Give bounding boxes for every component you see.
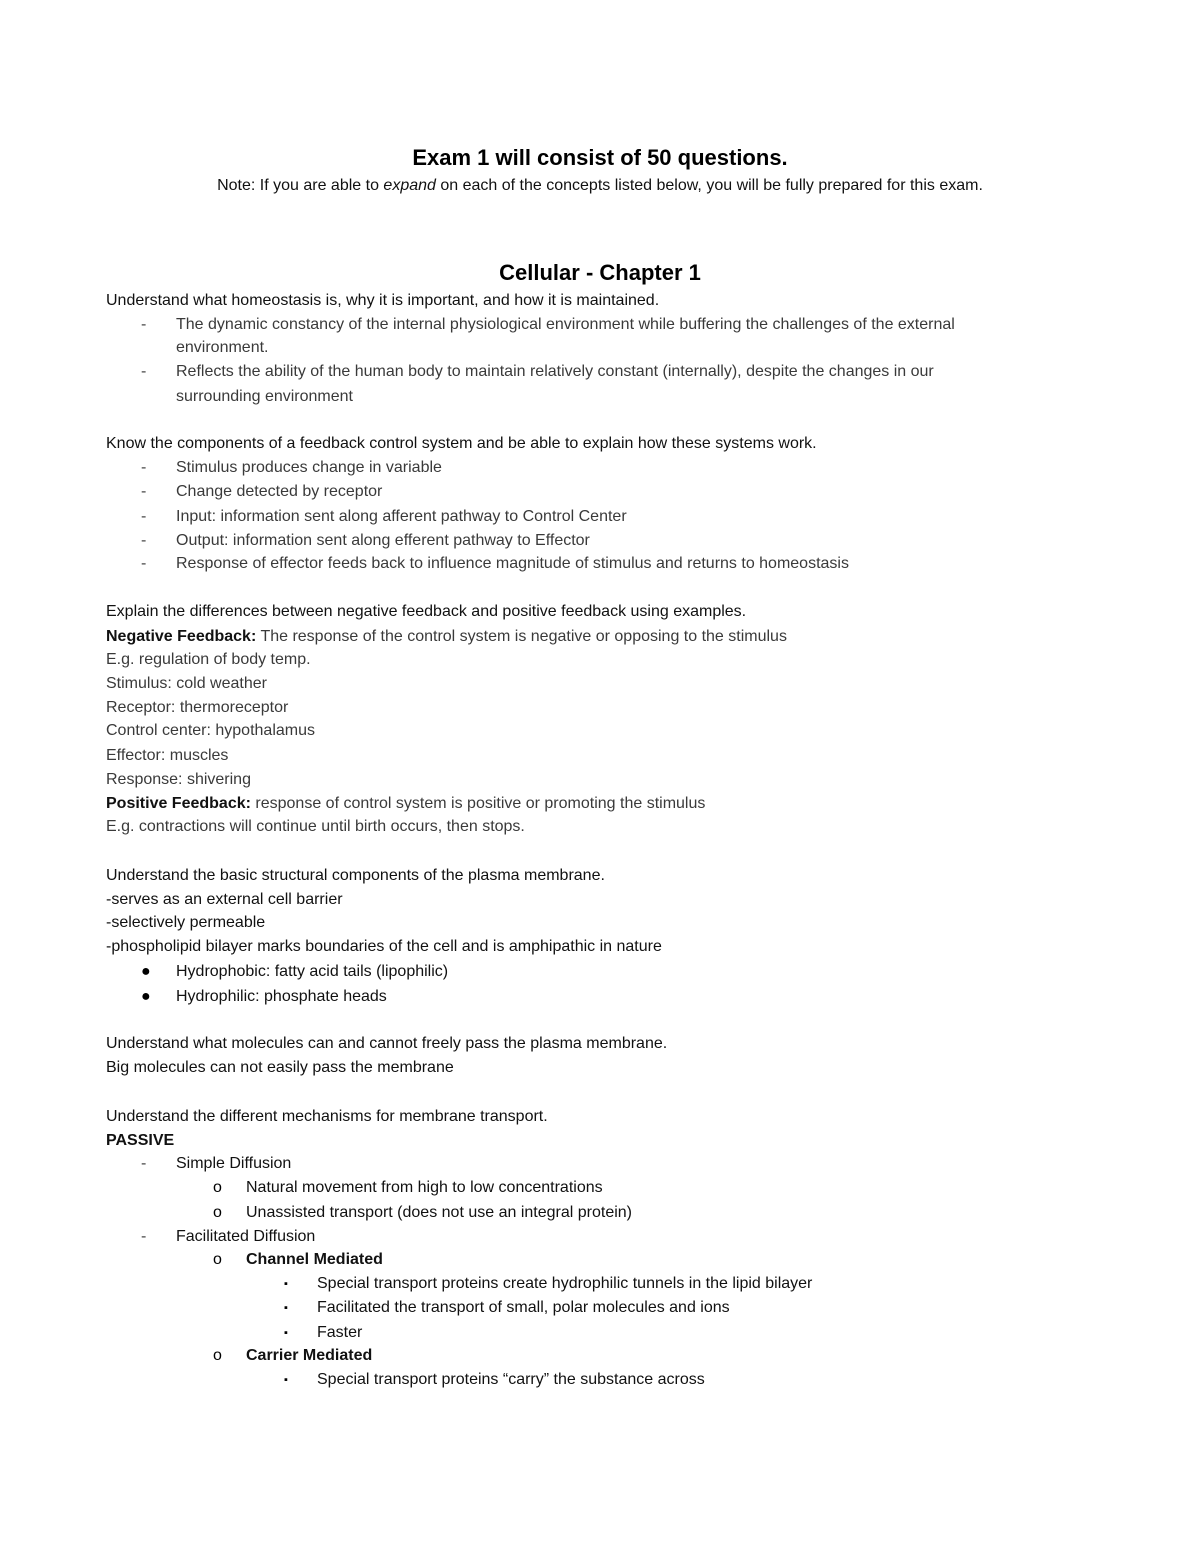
feedback-point: Change detected by receptor	[176, 483, 383, 500]
membrane-line: -selectively permeable	[106, 914, 266, 931]
dash-marker: -	[141, 1155, 147, 1172]
homeostasis-point-1a: The dynamic constancy of the internal physiological environment while buffering the challenges of the external	[176, 316, 955, 333]
bullet-marker: ●	[141, 963, 151, 980]
square-bullet-marker: ▪	[284, 1278, 288, 1290]
carrier-point: Special transport proteins “carry” the substance across	[317, 1371, 705, 1388]
feedback-point: Input: information sent along afferent pathway to Control Center	[176, 508, 627, 525]
feedback-point: Stimulus produces change in variable	[176, 459, 442, 476]
homeostasis-point-2b: surrounding environment	[176, 388, 353, 405]
passage-question: Understand what molecules can and cannot freely pass the plasma membrane.	[106, 1035, 668, 1052]
membrane-line: -serves as an external cell barrier	[106, 891, 343, 908]
dash-marker: -	[141, 316, 147, 333]
passive-label: PASSIVE	[106, 1132, 175, 1149]
negative-example-line: Control center: hypothalamus	[106, 722, 315, 739]
simple-diffusion-point: Unassisted transport (does not use an integral protein)	[246, 1204, 632, 1221]
negative-example-line: Effector: muscles	[106, 747, 229, 764]
o-bullet-marker: o	[213, 1251, 222, 1268]
membrane-bullet: Hydrophilic: phosphate heads	[176, 988, 387, 1005]
page-title: Exam 1 will consist of 50 questions.	[412, 145, 788, 170]
positive-feedback-line: Positive Feedback: response of control system is positive or promoting the stimulus	[106, 795, 706, 812]
square-bullet-marker: ▪	[284, 1327, 288, 1339]
channel-point: Faster	[317, 1324, 363, 1341]
negative-feedback-line: Negative Feedback: The response of the control system is negative or opposing to the stimulus	[106, 628, 787, 645]
dash-marker: -	[141, 363, 147, 380]
feedback-point: Response of effector feeds back to influence magnitude of stimulus and returns to homeostasis	[176, 555, 849, 572]
feedback-types-question: Explain the differences between negative feedback and positive feedback using examples.	[106, 603, 747, 620]
bullet-marker: ●	[141, 988, 151, 1005]
negative-example-line: Stimulus: cold weather	[106, 675, 267, 692]
feedback-control-question: Know the components of a feedback control system and be able to explain how these systems work.	[106, 435, 817, 452]
positive-feedback-label: Positive Feedback:	[106, 795, 251, 812]
membrane-line: -phospholipid bilayer marks boundaries of the cell and is amphipathic in nature	[106, 938, 662, 955]
o-bullet-marker: o	[213, 1204, 222, 1221]
dash-marker: -	[141, 532, 147, 549]
channel-point: Facilitated the transport of small, polar molecules and ions	[317, 1299, 730, 1316]
o-bullet-marker: o	[213, 1179, 222, 1196]
facilitated-diffusion: Facilitated Diffusion	[176, 1228, 316, 1245]
positive-example-line: E.g. contractions will continue until birth occurs, then stops.	[106, 818, 525, 835]
square-bullet-marker: ▪	[284, 1374, 288, 1386]
dash-marker: -	[141, 1228, 147, 1245]
plasma-membrane-question: Understand the basic structural components of the plasma membrane.	[106, 867, 605, 884]
dash-marker: -	[141, 459, 147, 476]
section-title: Cellular - Chapter 1	[499, 260, 701, 285]
homeostasis-point-2a: Reflects the ability of the human body to maintain relatively constant (internally), despite the changes in our	[176, 363, 934, 380]
o-bullet-marker: o	[213, 1347, 222, 1364]
note-emphasis: expand	[383, 177, 436, 194]
simple-diffusion-point: Natural movement from high to low concentrations	[246, 1179, 603, 1196]
carrier-mediated-label: Carrier Mediated	[246, 1347, 373, 1364]
channel-mediated-label: Channel Mediated	[246, 1251, 383, 1268]
square-bullet-marker: ▪	[284, 1302, 288, 1314]
homeostasis-question: Understand what homeostasis is, why it is important, and how it is maintained.	[106, 292, 660, 309]
simple-diffusion: Simple Diffusion	[176, 1155, 292, 1172]
negative-example-line: E.g. regulation of body temp.	[106, 651, 311, 668]
transport-question: Understand the different mechanisms for membrane transport.	[106, 1108, 548, 1125]
negative-feedback-label: Negative Feedback:	[106, 628, 257, 645]
homeostasis-point-1b: environment.	[176, 339, 269, 356]
negative-example-line: Receptor: thermoreceptor	[106, 699, 289, 716]
dash-marker: -	[141, 483, 147, 500]
membrane-bullet: Hydrophobic: fatty acid tails (lipophilic)	[176, 963, 449, 980]
dash-marker: -	[141, 555, 147, 572]
feedback-point: Output: information sent along efferent pathway to Effector	[176, 532, 590, 549]
passage-answer: Big molecules can not easily pass the membrane	[106, 1059, 454, 1076]
channel-point: Special transport proteins create hydrophilic tunnels in the lipid bilayer	[317, 1275, 813, 1292]
negative-example-line: Response: shivering	[106, 771, 251, 788]
exam-note: Note: If you are able to expand on each of the concepts listed below, you will be fully prepared for this exam.	[217, 177, 983, 194]
dash-marker: -	[141, 508, 147, 525]
